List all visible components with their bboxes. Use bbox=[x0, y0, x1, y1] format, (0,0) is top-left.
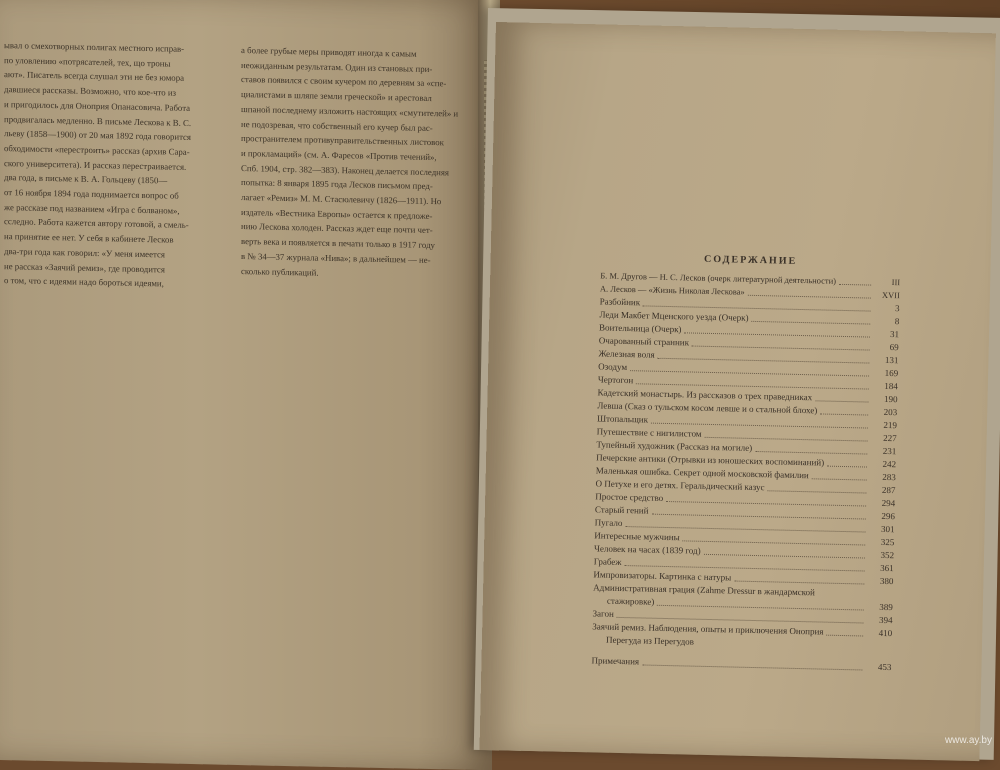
toc-entry-title: А. Лесков — «Жизнь Николая Лескова» bbox=[599, 283, 745, 297]
left-text-column-a bbox=[0, 38, 233, 293]
text-line: льеву (1858—1900) от 20 мая 1892 года говорится bbox=[4, 128, 191, 143]
text-line: сколько публикаций. bbox=[241, 265, 319, 278]
text-line: ают». Писатель всегда слушал эти не без юмора bbox=[4, 69, 185, 84]
toc-entry-title: Чертогон bbox=[597, 374, 634, 386]
text-line: попытка: 8 января 1895 года Лесков письмом пред- bbox=[241, 177, 433, 192]
toc-title: СОДЕРЖАНИЕ bbox=[703, 253, 798, 267]
toc-entry-page: 380 bbox=[879, 575, 894, 587]
toc-entry-page: 184 bbox=[884, 380, 898, 392]
text-line: в № 34—37 журнала «Нива»; в дальнейшем — не- bbox=[241, 250, 431, 265]
toc-leader-dots bbox=[755, 451, 867, 455]
text-line: циалистами в шляпе земли греческой» и арестовал bbox=[241, 89, 432, 104]
toc-entry-page: 361 bbox=[880, 562, 894, 574]
toc-leader-dots bbox=[826, 635, 863, 637]
text-line: Спб. 1904, стр. 382—383). Наконец делается последняя bbox=[241, 162, 449, 178]
toc-entry-title: Импровизаторы. Картинка с натуры bbox=[593, 569, 732, 583]
toc-entry-page: XVII bbox=[881, 289, 901, 301]
toc-entry-page: 169 bbox=[884, 367, 899, 379]
text-line: обходимости «перестроить» рассказ (архив Сара- bbox=[4, 143, 190, 157]
text-line: ского университета). И рассказ перестраивается. bbox=[4, 157, 187, 172]
toc-entry-title: Перегуда из Перегудов bbox=[605, 634, 695, 647]
text-line: издатель «Вестника Европы» остается к предложе- bbox=[241, 206, 433, 221]
toc-leader-dots bbox=[839, 284, 871, 286]
table-of-contents bbox=[591, 250, 900, 674]
text-line: не рассказ «Заячий ремиз», где проводится bbox=[4, 260, 165, 275]
text-line: о том, что с идеями надо бороться идеями, bbox=[4, 275, 164, 289]
toc-leader-dots bbox=[642, 664, 862, 670]
toc-entry-page: 31 bbox=[889, 329, 900, 340]
toc-entry-page: 283 bbox=[882, 471, 896, 483]
text-line: шпаной последнему изложить настоящих «смутителей» и bbox=[241, 103, 459, 119]
toc-entry-page: 69 bbox=[889, 342, 899, 353]
text-line: от 16 ноября 1894 года поднимается вопрос об bbox=[4, 187, 179, 201]
toc-entry-page: 8 bbox=[894, 316, 900, 327]
text-line: же рассказе под названием «Игра с болваном», bbox=[4, 201, 180, 216]
toc-leader-dots bbox=[751, 321, 870, 325]
toc-entry-page: 325 bbox=[880, 536, 895, 548]
toc-entry-page: 389 bbox=[879, 601, 893, 613]
toc-leader-dots bbox=[827, 466, 867, 468]
toc-entry-page bbox=[694, 649, 720, 650]
toc-entry-title: Кадетский монастырь. Из рассказов о трех праведниках bbox=[597, 387, 813, 403]
toc-entry-page: 453 bbox=[877, 661, 892, 673]
toc-entry-page: 287 bbox=[881, 484, 896, 496]
text-line: ывал о смехотворных полигах местного исправ- bbox=[4, 40, 185, 54]
text-line: два-три года как говорил: «У меня имеется bbox=[4, 245, 165, 260]
toc-entry-title: Б. М. Другов — Н. С. Лесков (очерк литературной деятельности) bbox=[600, 270, 837, 286]
toc-entry-title: Примечания bbox=[591, 655, 640, 667]
toc-entry-page: 131 bbox=[884, 354, 899, 366]
toc-leader-dots bbox=[767, 490, 866, 493]
text-line: и пригодилось для Оноприя Опанасовича. Работа bbox=[4, 98, 191, 113]
toc-entry-page: 294 bbox=[881, 497, 896, 509]
left-text-column-b bbox=[241, 43, 470, 298]
toc-entry-title: Очарованный странник bbox=[598, 335, 690, 348]
text-line: ставов появился с своим кучером по деревням за «спе- bbox=[241, 74, 447, 89]
text-line: неожиданным результатам. Один из становых при- bbox=[241, 59, 433, 74]
toc-leader-dots bbox=[820, 413, 868, 415]
toc-entry-title: Разбойник bbox=[599, 296, 641, 308]
text-line: и прокламаций» (см. А. Фаресов «Против течений», bbox=[241, 147, 437, 163]
toc-entry-title: Административная грация (Zahme Dressur в жандармской bbox=[593, 582, 816, 598]
toc-entry-title: Печерские антики (Отрывки из юношеских воспоминаний) bbox=[596, 452, 825, 468]
toc-entry-page: 394 bbox=[878, 614, 893, 626]
text-line: продвигалась медленно. В письме Лескова к В. С. bbox=[4, 113, 192, 128]
toc-entry-title: Старый гений bbox=[594, 504, 649, 516]
toc-entry-title: Человек на часах (1839 год) bbox=[593, 543, 701, 556]
toc-entry-page: 231 bbox=[882, 445, 897, 457]
toc-entry-title: Пугало bbox=[594, 517, 623, 528]
toc-leader-dots bbox=[815, 400, 868, 402]
toc-entry-title: Железная воля bbox=[598, 348, 655, 360]
toc-entry-page: 219 bbox=[883, 419, 898, 431]
toc-entry bbox=[591, 654, 891, 674]
text-line: давшиеся рассказы. Возможно, что кое-что из bbox=[4, 84, 177, 98]
text-line: два года, в письме к В. А. Гольцеву (1850— bbox=[4, 172, 168, 186]
toc-entry-title: Озодум bbox=[598, 361, 628, 373]
toc-leader-dots bbox=[748, 295, 871, 299]
text-line: верть века и появляется в печати только в 1917 году bbox=[241, 236, 435, 251]
text-line: сследно. Работа кажется автору готовой, а смель- bbox=[4, 216, 189, 231]
watermark: www.ay.by bbox=[944, 735, 992, 746]
toc-entry-page: 190 bbox=[883, 393, 898, 405]
toc-leader-dots bbox=[734, 581, 864, 585]
toc-entry-title: Левша (Сказ о тульском косом левше и о стальной блохе) bbox=[597, 400, 818, 416]
toc-entry-title: Штопальщик bbox=[596, 413, 649, 425]
toc-entry-title: Загон bbox=[592, 608, 615, 619]
left-page-text bbox=[0, 38, 470, 298]
toc-entry-page: 3 bbox=[894, 303, 900, 314]
toc-entry-page: III bbox=[891, 277, 901, 288]
toc-entry-title: Тупейный художник (Рассказ на могиле) bbox=[596, 439, 753, 453]
toc-entry-page: 203 bbox=[883, 406, 898, 418]
toc-entry-title: Простое средство bbox=[595, 491, 664, 503]
toc-entry-page: 301 bbox=[880, 523, 895, 535]
text-line: по уловлению «потрясателей, тех, що троны bbox=[4, 54, 171, 69]
toc-entry-page: 410 bbox=[878, 627, 893, 639]
toc-entry-page: 227 bbox=[883, 432, 897, 444]
toc-entries bbox=[591, 269, 900, 674]
toc-entry-title: Путешествие с нигилистом bbox=[596, 426, 702, 439]
text-line: лагает «Ремиз» М. М. Стасюлевичу (1826—1911). Но bbox=[241, 192, 442, 207]
toc-leader-dots bbox=[812, 478, 867, 480]
text-line: на принятие ее нет. У себя в кабинете Лесков bbox=[4, 231, 174, 245]
toc-entry-title: О Петухе и его детях. Геральдический казус bbox=[595, 478, 765, 493]
right-page bbox=[479, 22, 995, 761]
text-line: а более грубые меры приводят иногда к самым bbox=[241, 45, 417, 59]
toc-entry-page: 296 bbox=[881, 510, 896, 522]
toc-entry-title: Леди Макбет Мценского уезда (Очерк) bbox=[599, 309, 749, 323]
toc-entry-title: Маленькая ошибка. Секрет одной московской фамилии bbox=[595, 465, 809, 481]
toc-entry-title: Интересные мужчины bbox=[594, 530, 680, 543]
text-line: не подозревая, что собственный его кучер был рас- bbox=[241, 118, 433, 133]
toc-entry-page: 352 bbox=[880, 549, 895, 561]
left-page bbox=[0, 0, 492, 770]
toc-entry-page: 242 bbox=[882, 458, 897, 470]
toc-entry-title: Грабеж bbox=[593, 556, 622, 567]
toc-entry-title: стажировке) bbox=[606, 595, 655, 607]
text-line: нию Лескова холоден. Рассказ ждет еще почти чет- bbox=[241, 221, 433, 236]
text-line: пространителем противуправительственных листовок bbox=[241, 133, 444, 148]
toc-entry-title: Воительница (Очерк) bbox=[598, 322, 682, 335]
toc-entry-title: Заячий ремиз. Наблюдения, опыты и приключения Оноприя bbox=[592, 621, 824, 637]
